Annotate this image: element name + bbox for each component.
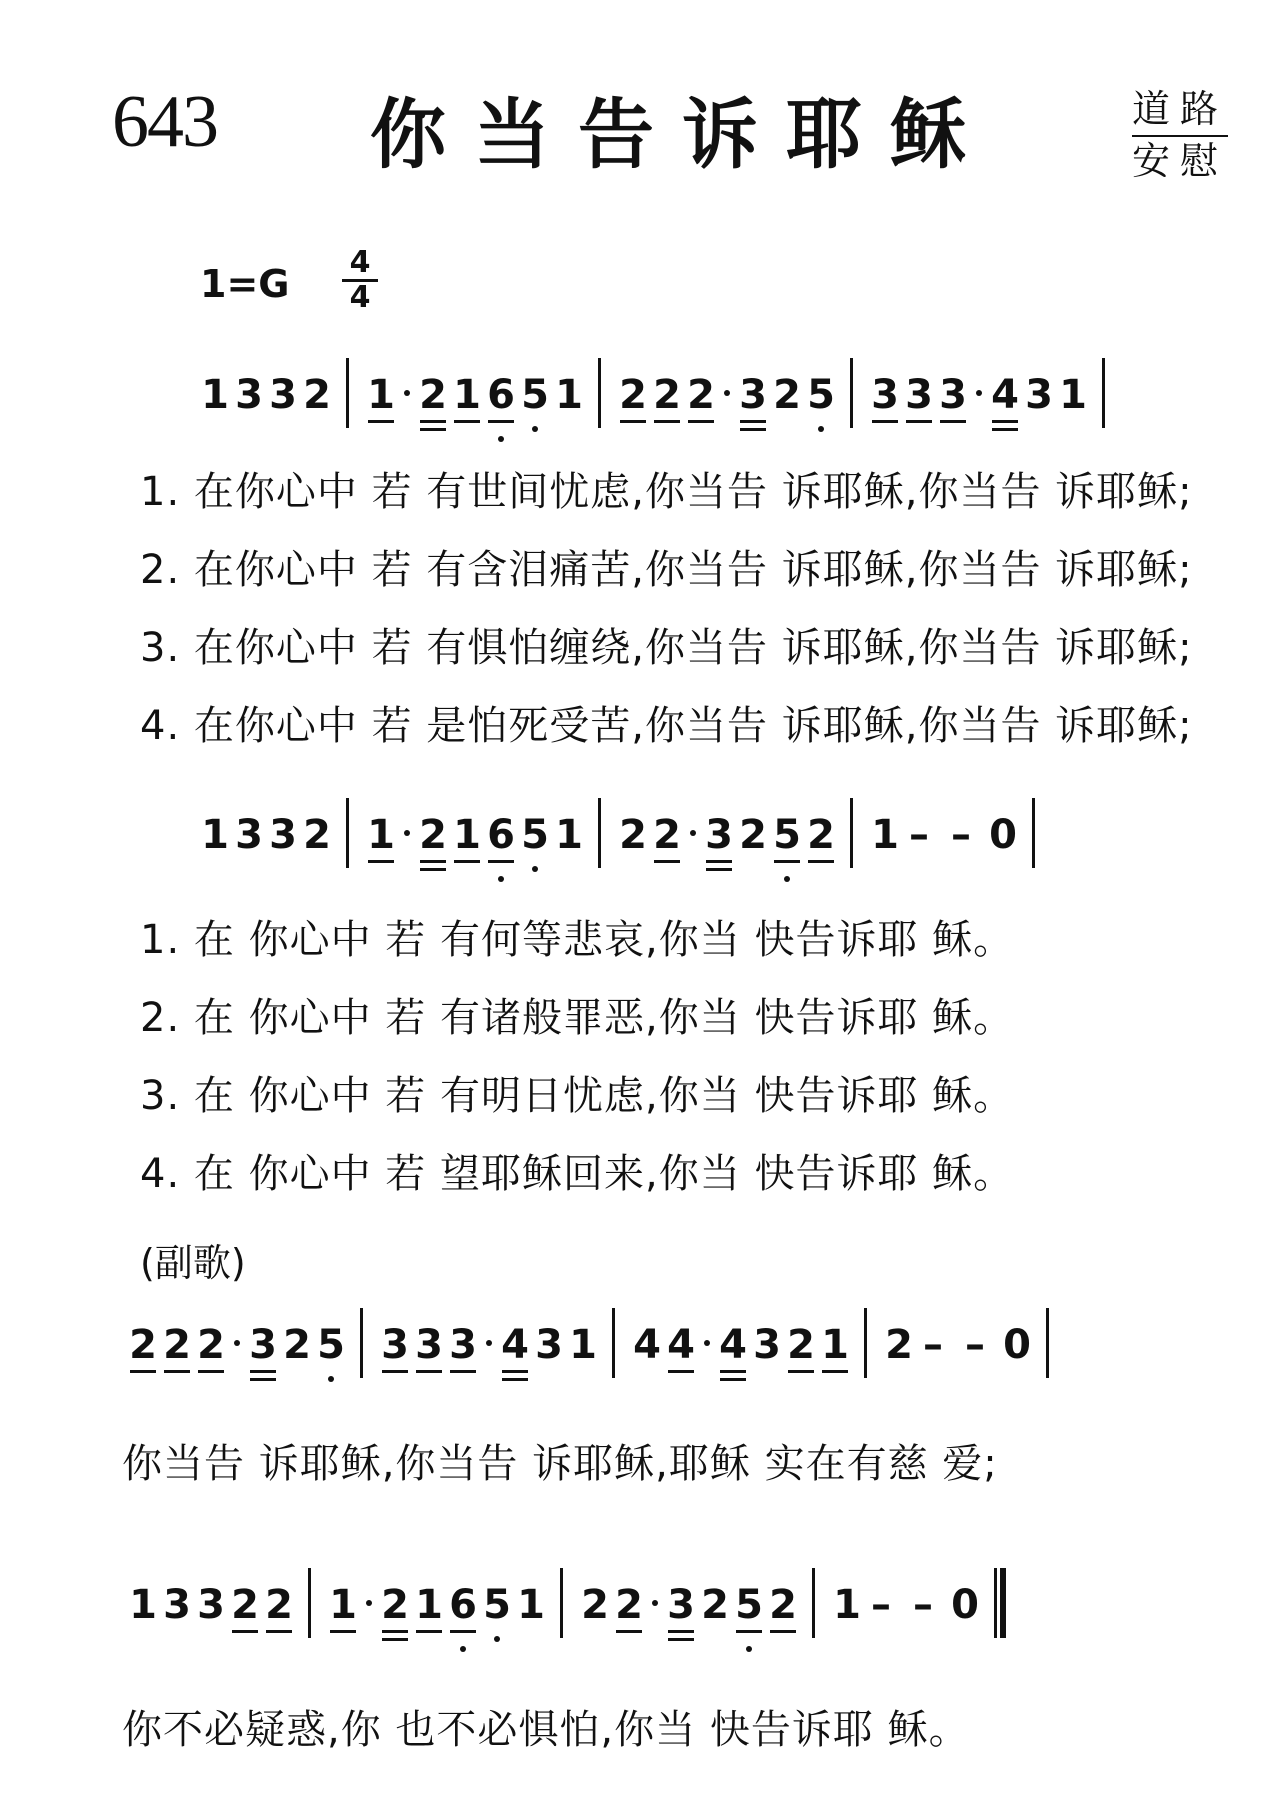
lyric-line: 3. 在你心中 若 有惧怕缠绕,你当告 诉耶稣,你当告 诉耶稣; bbox=[140, 625, 1193, 671]
note: 6 bbox=[487, 372, 515, 418]
note: 4 bbox=[667, 1322, 695, 1368]
note: 2 bbox=[265, 1582, 293, 1628]
lyric-line: 2. 在你心中 若 有含泪痛苦,你当告 诉耶稣,你当告 诉耶稣; bbox=[140, 547, 1193, 593]
note: 4 bbox=[501, 1322, 529, 1368]
sustain-dash: – bbox=[965, 1322, 985, 1368]
key-signature: 1=G bbox=[200, 262, 290, 306]
sustain-dash: – bbox=[923, 1322, 943, 1368]
note: 2 bbox=[419, 812, 447, 858]
note: 2 bbox=[163, 1322, 191, 1368]
barline bbox=[1046, 1308, 1049, 1378]
barline bbox=[850, 358, 853, 428]
note: 3 bbox=[415, 1322, 443, 1368]
hymn-title: 你当告诉耶稣 bbox=[370, 90, 994, 179]
note: 1 bbox=[453, 372, 481, 418]
barline bbox=[346, 358, 349, 428]
note: 1 bbox=[833, 1582, 861, 1628]
sustain-dash: – bbox=[951, 812, 971, 858]
note: 3 bbox=[535, 1322, 563, 1368]
sustain-dash: – bbox=[871, 1582, 891, 1628]
note: 1 bbox=[821, 1322, 849, 1368]
note: 2 bbox=[381, 1582, 409, 1628]
note: 3 bbox=[905, 372, 933, 418]
hymn-number: 643 bbox=[112, 81, 217, 163]
note: 2 bbox=[419, 372, 447, 418]
time-signature-top: 4 bbox=[349, 245, 371, 280]
barline bbox=[850, 798, 853, 868]
note: 5 bbox=[773, 812, 801, 858]
note: 2 bbox=[653, 372, 681, 418]
barline bbox=[864, 1308, 867, 1378]
note: 2 bbox=[619, 372, 647, 418]
note: 5 bbox=[483, 1582, 511, 1628]
note: 3 bbox=[235, 372, 263, 418]
lyric-line: 1. 在 你心中 若 有何等悲哀,你当 快告诉耶 稣。 bbox=[140, 917, 1015, 963]
note: 2 bbox=[701, 1582, 729, 1628]
final-barline bbox=[994, 1568, 1006, 1638]
lyric-line: 4. 在 你心中 若 望耶稣回来,你当 快告诉耶 稣。 bbox=[140, 1151, 1015, 1197]
note: 2 bbox=[231, 1582, 259, 1628]
rest-note: 0 bbox=[1003, 1322, 1031, 1368]
note: 2 bbox=[619, 812, 647, 858]
note: 2 bbox=[773, 372, 801, 418]
note: 3 bbox=[197, 1582, 225, 1628]
lyric-line: 1. 在你心中 若 有世间忧虑,你当告 诉耶稣,你当告 诉耶稣; bbox=[140, 469, 1193, 515]
hymn-subcategory: 安慰 bbox=[1132, 139, 1229, 183]
note: 5 bbox=[521, 372, 549, 418]
augmentation-dot bbox=[234, 1340, 240, 1346]
note: 3 bbox=[449, 1322, 477, 1368]
note: 1 bbox=[367, 372, 395, 418]
rest-note: 0 bbox=[989, 812, 1017, 858]
lyric-line: 4. 在你心中 若 是怕死受苦,你当告 诉耶稣,你当告 诉耶稣; bbox=[140, 703, 1193, 749]
note: 3 bbox=[871, 372, 899, 418]
note: 2 bbox=[885, 1322, 913, 1368]
note: 3 bbox=[667, 1582, 695, 1628]
note: 3 bbox=[269, 372, 297, 418]
barline bbox=[346, 798, 349, 868]
note: 2 bbox=[615, 1582, 643, 1628]
note: 5 bbox=[521, 812, 549, 858]
barline bbox=[308, 1568, 311, 1638]
augmentation-dot bbox=[724, 390, 730, 396]
note: 4 bbox=[633, 1322, 661, 1368]
hymn-category: 道路 bbox=[1132, 78, 1228, 137]
note: 2 bbox=[303, 812, 331, 858]
note: 3 bbox=[739, 372, 767, 418]
note: 3 bbox=[939, 372, 967, 418]
note: 1 bbox=[367, 812, 395, 858]
notation-line-1 bbox=[200, 370, 1250, 430]
note: 4 bbox=[991, 372, 1019, 418]
note: 3 bbox=[381, 1322, 409, 1368]
note: 1 bbox=[517, 1582, 545, 1628]
note: 3 bbox=[163, 1582, 191, 1628]
augmentation-dot bbox=[652, 1600, 658, 1606]
note: 3 bbox=[753, 1322, 781, 1368]
lyric-line: 你当告 诉耶稣,你当告 诉耶稣,耶稣 实在有慈 爱; bbox=[122, 1441, 998, 1487]
note: 2 bbox=[283, 1322, 311, 1368]
barline bbox=[812, 1568, 815, 1638]
augmentation-dot bbox=[366, 1600, 372, 1606]
note: 1 bbox=[871, 812, 899, 858]
note: 3 bbox=[705, 812, 733, 858]
augmentation-dot bbox=[404, 830, 410, 836]
barline bbox=[598, 358, 601, 428]
note: 6 bbox=[449, 1582, 477, 1628]
notation-line-2 bbox=[200, 810, 1250, 870]
note: 5 bbox=[735, 1582, 763, 1628]
note: 1 bbox=[569, 1322, 597, 1368]
note: 5 bbox=[807, 372, 835, 418]
note: 3 bbox=[235, 812, 263, 858]
time-signature-bottom: 4 bbox=[349, 280, 371, 315]
lyric-line: 3. 在 你心中 若 有明日忧虑,你当 快告诉耶 稣。 bbox=[140, 1073, 1015, 1119]
barline bbox=[360, 1308, 363, 1378]
note: 1 bbox=[555, 372, 583, 418]
rest-note: 0 bbox=[951, 1582, 979, 1628]
note: 6 bbox=[487, 812, 515, 858]
note: 4 bbox=[719, 1322, 747, 1368]
note: 1 bbox=[555, 812, 583, 858]
notation-line-4 bbox=[128, 1580, 1248, 1640]
note: 2 bbox=[687, 372, 715, 418]
augmentation-dot bbox=[404, 390, 410, 396]
note: 2 bbox=[129, 1322, 157, 1368]
note: 1 bbox=[129, 1582, 157, 1628]
note: 2 bbox=[787, 1322, 815, 1368]
note: 2 bbox=[739, 812, 767, 858]
note: 1 bbox=[415, 1582, 443, 1628]
notation-line-3 bbox=[128, 1320, 1248, 1380]
note: 5 bbox=[317, 1322, 345, 1368]
sustain-dash: – bbox=[913, 1582, 933, 1628]
note: 2 bbox=[807, 812, 835, 858]
note: 1 bbox=[329, 1582, 357, 1628]
augmentation-dot bbox=[976, 390, 982, 396]
note: 2 bbox=[769, 1582, 797, 1628]
barline bbox=[1032, 798, 1035, 868]
note: 1 bbox=[201, 812, 229, 858]
barline bbox=[598, 798, 601, 868]
chorus-label: (副歌) bbox=[140, 1241, 246, 1285]
barline bbox=[1102, 358, 1105, 428]
time-signature bbox=[342, 245, 378, 315]
augmentation-dot bbox=[704, 1340, 710, 1346]
note: 1 bbox=[453, 812, 481, 858]
lyric-line: 2. 在 你心中 若 有诸般罪恶,你当 快告诉耶 稣。 bbox=[140, 995, 1015, 1041]
note: 1 bbox=[1059, 372, 1087, 418]
note: 2 bbox=[581, 1582, 609, 1628]
augmentation-dot bbox=[690, 830, 696, 836]
note: 2 bbox=[197, 1322, 225, 1368]
augmentation-dot bbox=[486, 1340, 492, 1346]
note: 3 bbox=[249, 1322, 277, 1368]
note: 2 bbox=[653, 812, 681, 858]
note: 3 bbox=[1025, 372, 1053, 418]
note: 1 bbox=[201, 372, 229, 418]
note: 2 bbox=[303, 372, 331, 418]
sustain-dash: – bbox=[909, 812, 929, 858]
barline bbox=[612, 1308, 615, 1378]
lyric-line: 你不必疑惑,你 也不必惧怕,你当 快告诉耶 稣。 bbox=[122, 1707, 970, 1753]
note: 3 bbox=[269, 812, 297, 858]
barline bbox=[560, 1568, 563, 1638]
